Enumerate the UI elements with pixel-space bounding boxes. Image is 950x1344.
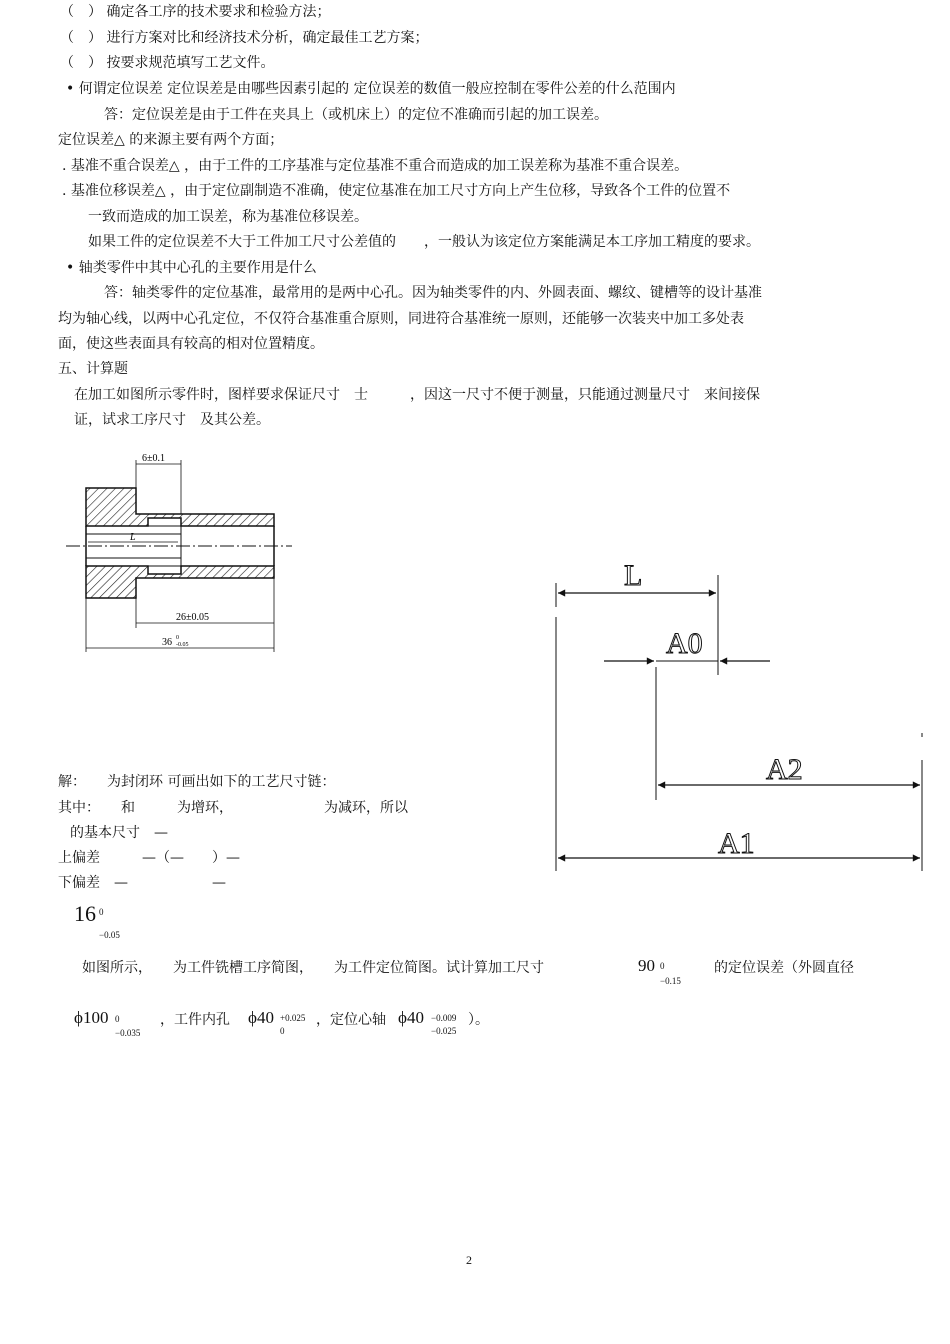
answer-text: 面，使这些表面具有较高的相对位置精度。 — [58, 336, 324, 352]
problem-text: ，工件内孔 — [160, 1012, 230, 1028]
answer-text: 答：定位误差是由于工件在夹具上（或机床上）的定位不准确而引起的加工误差。 — [104, 107, 608, 123]
answer-text: 答：轴类零件的定位基准，最常用的是两中心孔。因为轴类零件的内、外圆表面、螺纹、键槽等的设计基准 — [104, 285, 762, 301]
text-line: 在加工如图所示零件时，图样要求保证尺寸 士 ，因这一尺寸不便于测量，只能通过测量尺寸 来间接保 — [74, 387, 760, 403]
question-heading: • 何谓定位误差 定位误差是由哪些因素引起的 定位误差的数值一般应控制在零件公差的什么范围内 — [66, 81, 676, 97]
dim-36-tol: -0.05 — [176, 642, 189, 648]
solution-line: 其中： 和 为增环， 为减环，所以 — [58, 800, 408, 816]
page-number: 2 — [466, 1253, 472, 1267]
chain-label-a1: A1 — [718, 827, 755, 860]
dim-36-label: 36 — [162, 637, 172, 648]
dim-phi100-tol-upper: 0 — [115, 1014, 120, 1024]
dimension-chain-diagram — [548, 555, 933, 875]
text-line: 证，试求工序尺寸 及其公差。 — [74, 412, 270, 428]
solution-line: 解： 为封闭环 可画出如下的工艺尺寸链： — [58, 774, 336, 790]
problem-text: 的定位误差（外圆直径 — [714, 960, 854, 976]
result-tol-lower: −0.05 — [99, 930, 120, 940]
dim-6-label: 6±0.1 — [142, 453, 165, 464]
dim-36-tol: 0 — [176, 635, 179, 641]
question-heading: • 轴类零件中其中心孔的主要作用是什么 — [66, 260, 317, 276]
problem-text: ）。 — [468, 1012, 489, 1028]
dim-phi40-hole-tol-lower: 0 — [280, 1026, 285, 1036]
text-line: （ ） 确定各工序的技术要求和检验方法； — [60, 4, 331, 20]
dim-phi40-mandrel: ϕ40 — [398, 1008, 424, 1027]
dim-phi100-tol-lower: −0.035 — [115, 1028, 141, 1038]
chain-label-l: L — [624, 559, 643, 592]
chain-label-a0: A0 — [666, 627, 703, 660]
text-line: . 基准位移误差△ ，由于定位副制造不准确，使定位基准在加工尺寸方向上产生位移，导致各个工件的位置不 — [62, 183, 731, 199]
dim-phi100: ϕ100 — [74, 1008, 109, 1027]
text-line: . 基准不重合误差△ ，由于工件的工序基准与定位基准不重合而造成的加工误差称为基准不重合误差。 — [62, 158, 689, 174]
text-line: 如果工件的定位误差不大于工件加工尺寸公差值的 ，一般认为该定位方案能满足本工序加工精度的要求。 — [88, 234, 760, 250]
dim-90-tol-lower: −0.15 — [660, 976, 681, 986]
solution-line: 的基本尺寸 — — [70, 825, 168, 841]
dim-phi40-mandrel-tol-lower: −0.025 — [431, 1026, 457, 1036]
chain-label-a2: A2 — [766, 753, 803, 786]
problem-text: ，定位心轴 — [316, 1012, 386, 1028]
dim-l-label: L — [130, 532, 136, 543]
solution-line: 下偏差 — — — [58, 875, 226, 891]
dim-26-label: 26±0.05 — [176, 612, 209, 623]
text-line: 一致而造成的加工误差，称为基准位移误差。 — [88, 209, 368, 225]
dim-phi40-hole: ϕ40 — [248, 1008, 274, 1027]
part-drawing — [62, 448, 302, 658]
solution-line: 上偏差 —（— ）— — [58, 850, 240, 866]
section-heading: 五、计算题 — [58, 361, 128, 377]
result-tol-upper: 0 — [99, 907, 104, 917]
dim-90-tol-upper: 0 — [660, 961, 665, 971]
dim-phi40-mandrel-tol-upper: −0.009 — [431, 1013, 457, 1023]
result-value: 16 — [74, 901, 96, 926]
text-line: （ ） 进行方案对比和经济技术分析，确定最佳工艺方案； — [60, 30, 429, 46]
dim-90: 90 — [638, 956, 655, 975]
text-line: （ ） 按要求规范填写工艺文件。 — [60, 55, 275, 71]
text-line: 定位误差△ 的来源主要有两个方面； — [58, 132, 284, 148]
dim-phi40-hole-tol-upper: +0.025 — [280, 1013, 306, 1023]
answer-text: 均为轴心线，以两中心孔定位，不仅符合基准重合原则，同进符合基准统一原则，还能够一次装夹中加工多处表 — [58, 311, 744, 327]
problem-text: 如图所示， 为工件铣槽工序简图， 为工件定位简图。试计算加工尺寸 — [82, 960, 544, 976]
